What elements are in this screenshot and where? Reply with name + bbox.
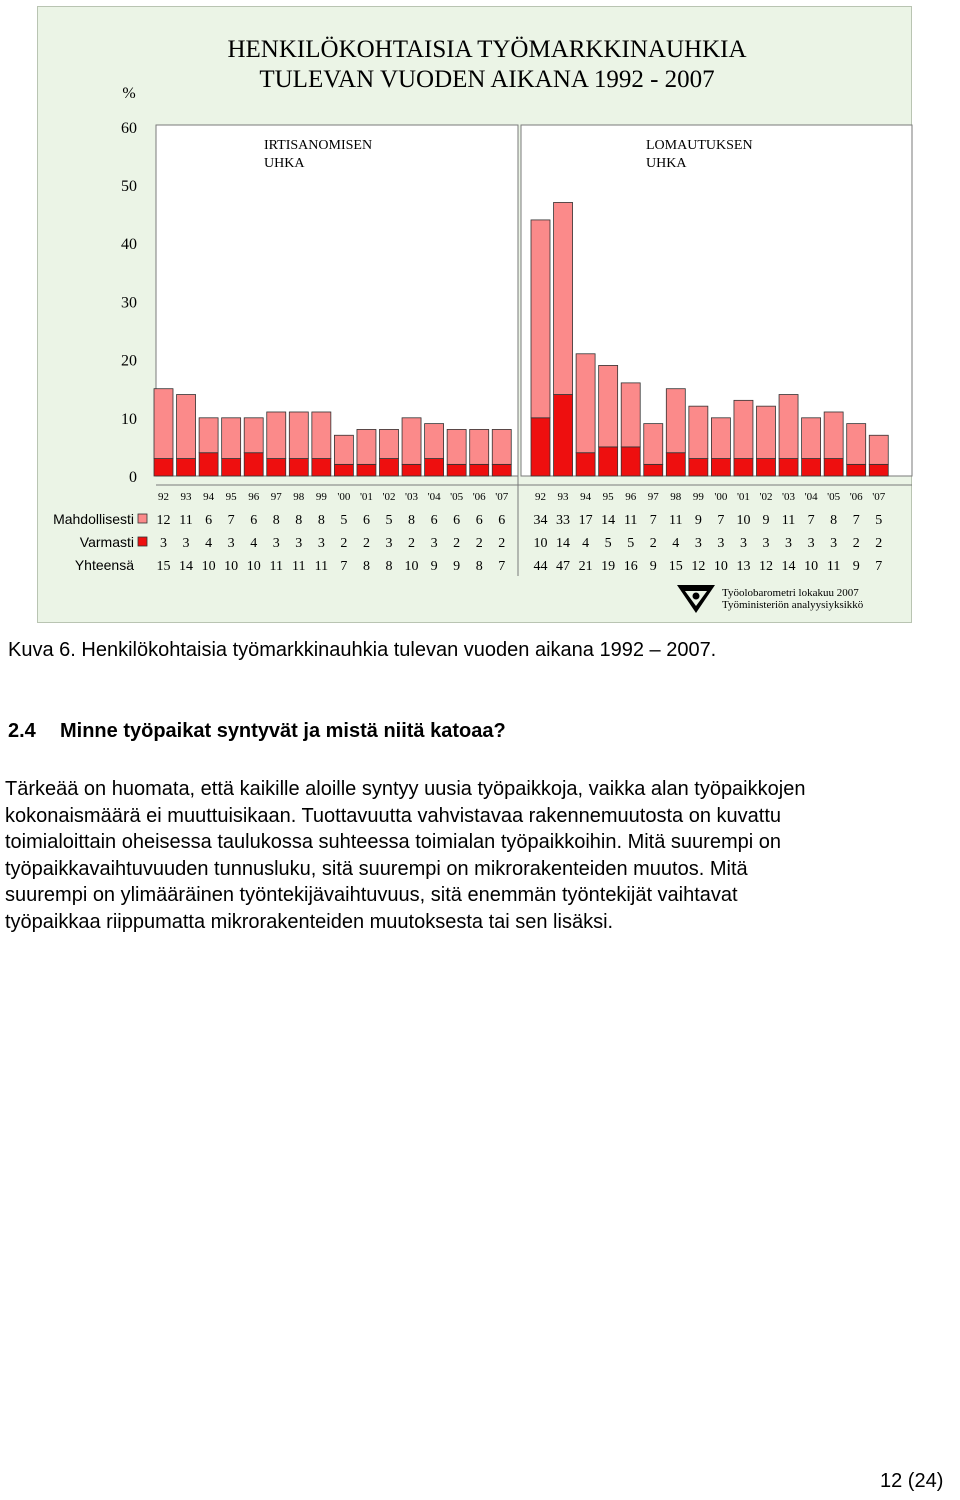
- section-title: Minne työpaikat syntyvät ja mistä niitä katoaa?: [60, 720, 506, 742]
- bar-mahdollisesti: [802, 418, 821, 459]
- panel-label: UHKA: [646, 156, 687, 171]
- paragraph-line: suurempi on ylimääräinen työntekijävaihtuvuus, sitä enemmän työntekijät vaihtavat: [5, 884, 738, 906]
- table-cell: 9: [852, 559, 860, 574]
- page-number: 12 (24): [880, 1470, 944, 1492]
- bar-varmasti: [869, 464, 888, 476]
- chart-title: HENKILÖKOHTAISIA TYÖMARKKINAUHKIA: [227, 36, 747, 63]
- chart-title: TULEVAN VUODEN AIKANA 1992 - 2007: [259, 66, 715, 93]
- bar-mahdollisesti: [244, 418, 263, 453]
- table-cell: 2: [408, 536, 416, 551]
- table-cell: 8: [408, 513, 416, 528]
- table-cell: 5: [340, 513, 348, 528]
- bar-varmasti: [199, 453, 218, 476]
- x-tick-label: '06: [849, 491, 863, 503]
- bar-mahdollisesti: [425, 424, 444, 459]
- table-cell: 6: [362, 513, 370, 528]
- table-cell: 2: [852, 536, 860, 551]
- table-cell: 4: [205, 536, 213, 551]
- table-cell: 11: [314, 559, 329, 574]
- table-cell: 10: [713, 559, 728, 574]
- table-cell: 4: [582, 536, 590, 551]
- table-cell: 3: [385, 536, 393, 551]
- table-cell: 12: [156, 513, 171, 528]
- paragraph-line: kokonaismäärä ei muuttuisikaan. Tuottavuutta vahvistavaa rakennemuutosta on kuvattu: [5, 804, 782, 827]
- table-cell: 6: [250, 513, 258, 528]
- bar-varmasti: [576, 453, 595, 476]
- y-tick-label: 30: [121, 294, 137, 312]
- x-tick-label: '07: [872, 491, 886, 503]
- table-cell: 3: [717, 536, 725, 551]
- table-cell: 10: [201, 559, 216, 574]
- x-tick-label: '05: [450, 491, 464, 503]
- table-cell: 10: [804, 559, 819, 574]
- table-cell: 9: [453, 559, 461, 574]
- x-tick-label: '00: [714, 491, 728, 503]
- table-cell: 14: [781, 559, 796, 574]
- table-cell: 5: [385, 513, 393, 528]
- table-cell: 2: [453, 536, 461, 551]
- y-tick-label: 10: [121, 410, 137, 428]
- table-cell: 12: [691, 559, 706, 574]
- table-cell: 8: [385, 559, 393, 574]
- table-cell: 2: [362, 536, 370, 551]
- table-cell: 8: [272, 513, 280, 528]
- table-cell: 2: [498, 536, 506, 551]
- table-cell: 11: [669, 513, 683, 528]
- bar-mahdollisesti: [357, 429, 376, 464]
- table-cell: 3: [694, 536, 702, 551]
- panel-label: UHKA: [264, 156, 305, 171]
- x-tick-label: '04: [804, 491, 818, 503]
- table-cell: 7: [875, 559, 883, 574]
- table-row-label: Varmasti: [79, 534, 134, 550]
- y-tick-label: 60: [121, 119, 137, 137]
- bar-mahdollisesti: [199, 418, 218, 453]
- bar-varmasti: [425, 459, 444, 476]
- bar-varmasti: [757, 459, 776, 476]
- table-cell: 2: [649, 536, 657, 551]
- bar-varmasti: [847, 464, 866, 476]
- bar-mahdollisesti: [267, 412, 286, 459]
- chart-container: [37, 6, 912, 623]
- bar-mahdollisesti: [847, 424, 866, 465]
- table-cell: 17: [578, 513, 593, 528]
- bar-mahdollisesti: [869, 435, 888, 464]
- x-tick-label: '03: [782, 491, 796, 503]
- bar-mahdollisesti: [531, 220, 550, 418]
- table-cell: 7: [649, 513, 657, 528]
- x-tick-label: 92: [158, 491, 169, 503]
- table-cell: 3: [160, 536, 167, 551]
- bar-mahdollisesti: [824, 412, 843, 459]
- legend-key-varmasti: [138, 537, 147, 546]
- bar-mahdollisesti: [599, 365, 618, 446]
- x-tick-label: 92: [535, 491, 546, 503]
- panel-label: LOMAUTUKSEN: [646, 138, 753, 153]
- bar-varmasti: [666, 453, 685, 476]
- x-tick-label: 97: [647, 491, 659, 503]
- x-tick-label: 96: [625, 491, 637, 503]
- table-cell: 3: [830, 536, 838, 551]
- x-tick-label: 95: [602, 491, 614, 503]
- figure-caption: Kuva 6. Henkilökohtaisia työmarkkinauhkia tulevan vuoden aikana 1992 – 2007.: [8, 639, 717, 661]
- y-tick-label: 0: [129, 469, 137, 486]
- bar-varmasti: [177, 459, 196, 476]
- bar-varmasti: [380, 459, 399, 476]
- bar-varmasti: [222, 459, 241, 476]
- bar-varmasti: [711, 459, 730, 476]
- table-cell: 2: [475, 536, 483, 551]
- bar-mahdollisesti: [492, 429, 511, 464]
- bar-varmasti: [621, 447, 640, 476]
- bar-varmasti: [334, 464, 353, 476]
- table-cell: 3: [317, 536, 325, 551]
- table-cell: 3: [182, 536, 190, 551]
- table-cell: 3: [807, 536, 815, 551]
- table-cell: 2: [875, 536, 883, 551]
- bar-varmasti: [447, 464, 466, 476]
- bar-varmasti: [802, 459, 821, 476]
- x-tick-label: '07: [495, 491, 509, 503]
- logo-icon-dot: [693, 593, 700, 600]
- table-cell: 6: [498, 513, 506, 528]
- table-cell: 8: [475, 559, 483, 574]
- y-axis-label: %: [122, 85, 136, 102]
- paragraph-line: työpaikkavaihtuvuuden tunnusluku, sitä suurempi on mikrorakenteiden muutos. Mitä: [5, 857, 748, 880]
- bar-varmasti: [599, 447, 618, 476]
- x-tick-label: '02: [759, 491, 773, 503]
- table-cell: 9: [649, 559, 657, 574]
- x-tick-label: 98: [670, 491, 682, 503]
- table-cell: 6: [475, 513, 483, 528]
- table-cell: 9: [694, 513, 702, 528]
- x-tick-label: 98: [293, 491, 305, 503]
- table-cell: 11: [781, 513, 796, 528]
- table-cell: 11: [179, 513, 193, 528]
- bar-mahdollisesti: [734, 400, 753, 458]
- table-cell: 5: [627, 536, 635, 551]
- table-cell: 14: [601, 513, 616, 528]
- table-cell: 14: [556, 536, 571, 551]
- table-row-label: Yhteensä: [74, 557, 134, 573]
- table-cell: 3: [785, 536, 793, 551]
- table-cell: 33: [556, 513, 571, 528]
- source-note: Työministeriön analyysiyksikkö: [722, 599, 864, 611]
- table-cell: 9: [762, 513, 770, 528]
- bar-mahdollisesti: [154, 389, 173, 459]
- x-tick-label: 93: [180, 491, 192, 503]
- bar-varmasti: [779, 459, 798, 476]
- bar-varmasti: [154, 459, 173, 476]
- x-tick-label: '05: [827, 491, 841, 503]
- bar-varmasti: [312, 459, 331, 476]
- bar-varmasti: [554, 395, 573, 476]
- section-heading: [8, 720, 506, 743]
- panel-label: IRTISANOMISEN: [264, 138, 373, 153]
- table-cell: 8: [295, 513, 303, 528]
- bar-mahdollisesti: [312, 412, 331, 459]
- table-cell: 8: [317, 513, 325, 528]
- table-cell: 7: [807, 513, 815, 528]
- bar-varmasti: [492, 464, 511, 476]
- x-tick-label: 96: [248, 491, 260, 503]
- table-cell: 9: [430, 559, 438, 574]
- table-cell: 12: [759, 559, 773, 574]
- paragraph-line: Tärkeää on huomata, että kaikille aloille syntyy uusia työpaikkoja, vaikka alan työpaikkojen: [5, 778, 806, 800]
- x-tick-label: 94: [203, 491, 215, 503]
- section-number: 2.4: [8, 720, 36, 742]
- x-tick-label: 99: [692, 491, 704, 503]
- y-tick-label: 40: [121, 236, 137, 254]
- x-tick-label: '06: [472, 491, 486, 503]
- table-cell: 11: [623, 513, 638, 528]
- table-cell: 11: [292, 559, 306, 574]
- y-tick-label: 20: [121, 352, 137, 370]
- bar-varmasti: [289, 459, 308, 476]
- bar-varmasti: [824, 459, 843, 476]
- table-cell: 10: [533, 536, 548, 551]
- paragraph-line: työpaikkaa riippumatta mikrorakenteiden muutoksesta tai sen lisäksi.: [5, 910, 614, 933]
- bar-varmasti: [267, 459, 286, 476]
- table-cell: 3: [272, 536, 280, 551]
- table-cell: 4: [672, 536, 680, 551]
- table-cell: 5: [875, 513, 883, 528]
- bar-mahdollisesti: [334, 435, 353, 464]
- bar-mahdollisesti: [402, 418, 421, 465]
- paragraph-line: toimialoittain oheisessa taulukossa suhteessa toimialan työpaikkoihin. Mitä suurempi on: [5, 831, 781, 853]
- bar-varmasti: [357, 464, 376, 476]
- x-tick-label: '01: [736, 491, 750, 503]
- bar-varmasti: [689, 459, 708, 476]
- table-cell: 10: [224, 559, 239, 574]
- table-cell: 6: [453, 513, 461, 528]
- table-cell: 10: [246, 559, 261, 574]
- bar-varmasti: [644, 464, 663, 476]
- body-paragraph: [5, 776, 960, 935]
- table-cell: 5: [604, 536, 612, 551]
- table-cell: 7: [340, 559, 348, 574]
- x-tick-label: '00: [337, 491, 351, 503]
- table-cell: 6: [205, 513, 213, 528]
- table-cell: 2: [340, 536, 348, 551]
- bar-varmasti: [734, 459, 753, 476]
- table-cell: 7: [498, 559, 506, 574]
- bar-varmasti: [531, 418, 550, 476]
- bar-mahdollisesti: [554, 202, 573, 394]
- x-tick-label: 93: [557, 491, 569, 503]
- table-cell: 47: [556, 559, 571, 574]
- bar-mahdollisesti: [222, 418, 241, 459]
- bar-varmasti: [402, 464, 421, 476]
- table-cell: 7: [717, 513, 725, 528]
- table-row-label: Mahdollisesti: [53, 511, 134, 527]
- table-cell: 7: [852, 513, 860, 528]
- x-tick-label: '03: [405, 491, 419, 503]
- bar-mahdollisesti: [666, 389, 685, 453]
- table-cell: 3: [295, 536, 303, 551]
- chart-svg: [38, 7, 913, 624]
- bar-mahdollisesti: [644, 424, 663, 465]
- table-cell: 21: [578, 559, 593, 574]
- table-cell: 10: [404, 559, 419, 574]
- bar-mahdollisesti: [576, 354, 595, 453]
- table-cell: 8: [830, 513, 838, 528]
- table-cell: 14: [179, 559, 194, 574]
- bar-mahdollisesti: [711, 418, 730, 459]
- table-cell: 3: [739, 536, 747, 551]
- bar-mahdollisesti: [470, 429, 489, 464]
- table-cell: 10: [736, 513, 751, 528]
- bar-mahdollisesti: [447, 429, 466, 464]
- table-cell: 6: [430, 513, 438, 528]
- x-tick-label: 94: [580, 491, 592, 503]
- table-cell: 3: [227, 536, 235, 551]
- bar-mahdollisesti: [779, 395, 798, 459]
- x-tick-label: '04: [427, 491, 441, 503]
- bar-varmasti: [470, 464, 489, 476]
- source-note: Työolobarometri lokakuu 2007: [722, 587, 859, 599]
- table-cell: 13: [736, 559, 751, 574]
- table-cell: 4: [250, 536, 258, 551]
- table-cell: 19: [601, 559, 616, 574]
- table-cell: 11: [269, 559, 283, 574]
- bar-mahdollisesti: [621, 383, 640, 447]
- y-tick-label: 50: [121, 178, 137, 195]
- table-cell: 16: [623, 559, 638, 574]
- x-tick-label: '02: [382, 491, 396, 503]
- legend-key-mahdollisesti: [138, 514, 147, 523]
- table-cell: 8: [362, 559, 370, 574]
- bar-mahdollisesti: [289, 412, 308, 459]
- bar-varmasti: [244, 453, 263, 476]
- table-cell: 34: [533, 513, 548, 528]
- table-cell: 44: [533, 559, 548, 574]
- bar-mahdollisesti: [380, 429, 399, 458]
- table-cell: 3: [762, 536, 770, 551]
- bar-mahdollisesti: [757, 406, 776, 458]
- table-cell: 11: [826, 559, 841, 574]
- x-tick-label: 99: [315, 491, 327, 503]
- x-tick-label: 97: [270, 491, 282, 503]
- table-cell: 15: [156, 559, 171, 574]
- table-cell: 15: [668, 559, 683, 574]
- bar-mahdollisesti: [689, 406, 708, 458]
- bar-mahdollisesti: [177, 395, 196, 459]
- table-cell: 7: [227, 513, 235, 528]
- x-tick-label: 95: [225, 491, 237, 503]
- x-tick-label: '01: [359, 491, 373, 503]
- table-cell: 3: [430, 536, 438, 551]
